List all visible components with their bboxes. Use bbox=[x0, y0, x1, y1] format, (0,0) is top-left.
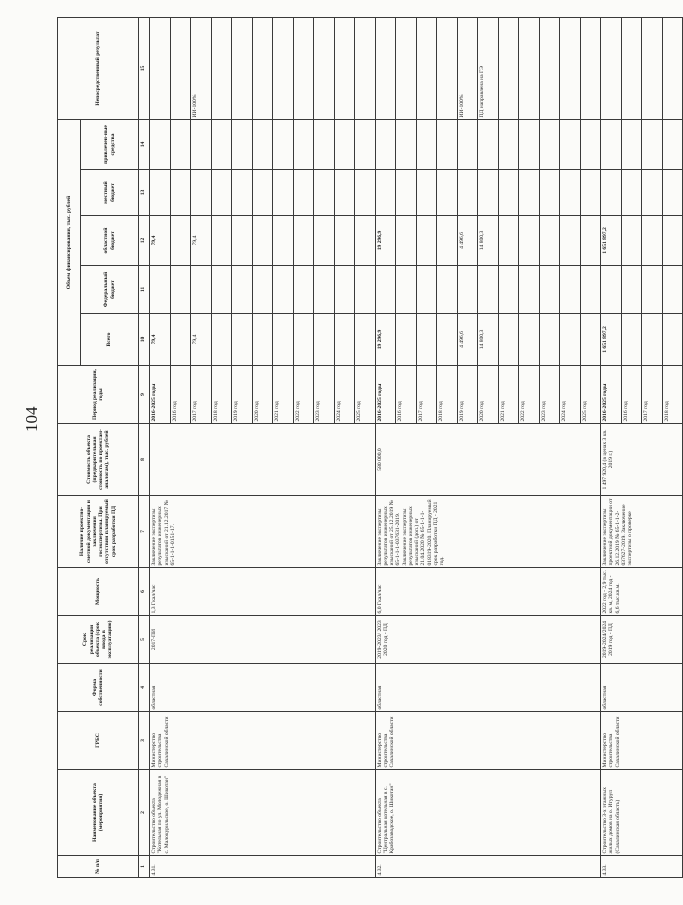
result-cell bbox=[601, 17, 622, 119]
federal-cell bbox=[273, 266, 294, 314]
federal-cell bbox=[314, 266, 335, 314]
local-cell bbox=[539, 170, 560, 216]
object-docs: Заключение экспертизы проектной документации от 26.12.2019 № 65-1-1-2-037627-2019. Заключение экспертизы о проверке bbox=[601, 496, 683, 568]
result-cell bbox=[150, 17, 171, 119]
local-cell bbox=[457, 170, 478, 216]
private-cell bbox=[416, 119, 437, 169]
private-cell bbox=[560, 119, 581, 169]
result-cell bbox=[232, 17, 253, 119]
table-row bbox=[601, 17, 622, 877]
federal-cell bbox=[437, 266, 458, 314]
local-cell bbox=[601, 170, 622, 216]
period-cell: 2023 год bbox=[314, 366, 335, 424]
regional-cell: 1 651 897,2 bbox=[601, 216, 622, 266]
header-term: Срок реализации объекта (срок ввода в эксплуатацию) bbox=[58, 616, 139, 664]
object-term: 2019-2024/2024 2019 год - ПД bbox=[601, 616, 683, 664]
regional-cell bbox=[416, 216, 437, 266]
object-cost: 580 000,0 bbox=[375, 424, 601, 496]
header-result: Непосредственный результат bbox=[58, 17, 139, 119]
header-cost: Стоимость объекта (предварительная стоимость по проектам-аналогам), тыс. рублей bbox=[58, 424, 139, 496]
local-cell bbox=[498, 170, 519, 216]
regional-cell bbox=[293, 216, 314, 266]
object-term: 2017-ПИ bbox=[150, 616, 376, 664]
private-cell bbox=[601, 119, 622, 169]
local-cell bbox=[314, 170, 335, 216]
object-grbs: Министерство строительства Сахалинской области bbox=[375, 712, 601, 770]
private-cell bbox=[232, 119, 253, 169]
column-number-row bbox=[139, 17, 150, 877]
object-term: 2019-2023/ 2023 2020 год - ПД bbox=[375, 616, 601, 664]
federal-cell bbox=[662, 266, 683, 314]
regional-cell bbox=[498, 216, 519, 266]
table-body bbox=[150, 17, 683, 877]
object-grbs: Министерство строительства Сахалинской области bbox=[150, 712, 376, 770]
result-cell bbox=[662, 17, 683, 119]
total-cell bbox=[662, 314, 683, 366]
header-period: Период реализации, годы bbox=[58, 366, 139, 424]
total-cell bbox=[273, 314, 294, 366]
total-cell bbox=[539, 314, 560, 366]
result-cell: ИИ-100% bbox=[191, 17, 212, 119]
period-cell: 2017 год bbox=[416, 366, 437, 424]
result-cell bbox=[396, 17, 417, 119]
header-federal: Федеральный бюджет bbox=[81, 266, 139, 314]
regional-cell bbox=[519, 216, 540, 266]
private-cell bbox=[437, 119, 458, 169]
federal-cell bbox=[170, 266, 191, 314]
header-funding: Объем финансирования, тыс. рублей bbox=[58, 119, 81, 365]
federal-cell bbox=[416, 266, 437, 314]
period-cell: 2024 год bbox=[560, 366, 581, 424]
federal-cell bbox=[519, 266, 540, 314]
header-grbs: ГРБС bbox=[58, 712, 139, 770]
result-cell bbox=[437, 17, 458, 119]
local-cell bbox=[293, 170, 314, 216]
column-number: 13 bbox=[139, 170, 150, 216]
result-cell bbox=[560, 17, 581, 119]
result-cell bbox=[539, 17, 560, 119]
total-cell bbox=[170, 314, 191, 366]
object-ownership: областная bbox=[150, 664, 376, 712]
column-number: 10 bbox=[139, 314, 150, 366]
object-cost bbox=[150, 424, 376, 496]
federal-cell bbox=[580, 266, 601, 314]
federal-cell bbox=[498, 266, 519, 314]
federal-cell bbox=[560, 266, 581, 314]
total-cell: 14 800,3 bbox=[478, 314, 499, 366]
period-cell: 2017 год bbox=[642, 366, 663, 424]
federal-cell bbox=[396, 266, 417, 314]
private-cell bbox=[498, 119, 519, 169]
local-cell bbox=[560, 170, 581, 216]
private-cell bbox=[478, 119, 499, 169]
period-cell: 2025 год bbox=[580, 366, 601, 424]
period-cell: 2021 год bbox=[273, 366, 294, 424]
period-cell: 2019 год bbox=[457, 366, 478, 424]
period-cell: 2020 год bbox=[252, 366, 273, 424]
private-cell bbox=[375, 119, 396, 169]
local-cell bbox=[273, 170, 294, 216]
local-cell bbox=[437, 170, 458, 216]
regional-cell bbox=[314, 216, 335, 266]
column-number: 8 bbox=[139, 424, 150, 496]
regional-cell bbox=[539, 216, 560, 266]
table-row bbox=[150, 17, 171, 877]
object-docs: Заключение экспертизы результатов инженерных изысканий от 21.12.2017 № 65-1-1-1-0151-17. bbox=[150, 496, 376, 568]
header-regional: областной бюджет bbox=[81, 216, 139, 266]
column-number: 12 bbox=[139, 216, 150, 266]
period-cell: 2016 год bbox=[396, 366, 417, 424]
header-docs: Наличие проектно-сметной документации и заключения госэкспертизы. При отсутствии планируемый срок разработки ПД bbox=[58, 496, 139, 568]
result-cell bbox=[642, 17, 663, 119]
regional-cell bbox=[437, 216, 458, 266]
result-cell bbox=[170, 17, 191, 119]
rotated-table-container bbox=[57, 18, 670, 878]
period-cell: 2016 год bbox=[170, 366, 191, 424]
local-cell bbox=[396, 170, 417, 216]
local-cell bbox=[580, 170, 601, 216]
total-cell bbox=[396, 314, 417, 366]
column-number: 7 bbox=[139, 496, 150, 568]
regional-cell bbox=[580, 216, 601, 266]
object-capacity: 1,3 Гкал/час bbox=[150, 568, 376, 616]
regional-cell: 4 496,6 bbox=[457, 216, 478, 266]
table-header bbox=[58, 17, 150, 877]
private-cell bbox=[191, 119, 212, 169]
local-cell bbox=[232, 170, 253, 216]
result-cell bbox=[314, 17, 335, 119]
private-cell bbox=[396, 119, 417, 169]
column-number: 9 bbox=[139, 366, 150, 424]
result-cell: ПД направлена на ГЭ bbox=[478, 17, 499, 119]
private-cell bbox=[252, 119, 273, 169]
header-local: местный бюджет bbox=[81, 170, 139, 216]
investment-objects-table bbox=[57, 17, 683, 878]
result-cell bbox=[375, 17, 396, 119]
period-cell: 2018 год bbox=[211, 366, 232, 424]
federal-cell bbox=[150, 266, 171, 314]
total-cell bbox=[642, 314, 663, 366]
total-cell bbox=[580, 314, 601, 366]
federal-cell bbox=[601, 266, 622, 314]
local-cell bbox=[416, 170, 437, 216]
regional-cell bbox=[252, 216, 273, 266]
regional-cell bbox=[662, 216, 683, 266]
federal-cell bbox=[375, 266, 396, 314]
private-cell bbox=[519, 119, 540, 169]
header-capacity: Мощность bbox=[58, 568, 139, 616]
regional-cell bbox=[170, 216, 191, 266]
column-number: 2 bbox=[139, 770, 150, 856]
result-cell bbox=[498, 17, 519, 119]
local-cell bbox=[170, 170, 191, 216]
column-number: 3 bbox=[139, 712, 150, 770]
total-cell bbox=[621, 314, 642, 366]
federal-cell bbox=[293, 266, 314, 314]
private-cell bbox=[580, 119, 601, 169]
object-ownership: областная bbox=[601, 664, 683, 712]
regional-cell bbox=[334, 216, 355, 266]
result-cell bbox=[211, 17, 232, 119]
local-cell bbox=[334, 170, 355, 216]
federal-cell bbox=[621, 266, 642, 314]
result-cell: ИИ-100% bbox=[457, 17, 478, 119]
header-total: Всего bbox=[81, 314, 139, 366]
private-cell bbox=[621, 119, 642, 169]
total-cell bbox=[252, 314, 273, 366]
header-name: Наименование объекта (мероприятия) bbox=[58, 770, 139, 856]
regional-cell bbox=[273, 216, 294, 266]
object-ownership: областная bbox=[375, 664, 601, 712]
local-cell bbox=[375, 170, 396, 216]
result-cell bbox=[293, 17, 314, 119]
period-cell: 2016-2025 годы bbox=[375, 366, 396, 424]
period-cell: 2016-2025 годы bbox=[150, 366, 171, 424]
private-cell bbox=[314, 119, 335, 169]
regional-cell: 79,4 bbox=[150, 216, 171, 266]
result-cell bbox=[416, 17, 437, 119]
private-cell bbox=[273, 119, 294, 169]
header-ownership: Форма собственности bbox=[58, 664, 139, 712]
regional-cell: 14 800,3 bbox=[478, 216, 499, 266]
object-cost: 1 497 920,4 (в ценах 3 кв. 2019 г.) bbox=[601, 424, 683, 496]
result-cell bbox=[580, 17, 601, 119]
table-row bbox=[375, 17, 396, 877]
column-number: 11 bbox=[139, 266, 150, 314]
regional-cell: 19 296,9 bbox=[375, 216, 396, 266]
object-grbs: Министерство строительства Сахалинской области bbox=[601, 712, 683, 770]
local-cell bbox=[621, 170, 642, 216]
result-cell bbox=[334, 17, 355, 119]
federal-cell bbox=[252, 266, 273, 314]
private-cell bbox=[539, 119, 560, 169]
page-number: 104 bbox=[22, 406, 41, 432]
regional-cell: 79,4 bbox=[191, 216, 212, 266]
federal-cell bbox=[539, 266, 560, 314]
total-cell bbox=[437, 314, 458, 366]
column-number: 15 bbox=[139, 17, 150, 119]
total-cell bbox=[560, 314, 581, 366]
period-cell: 2022 год bbox=[519, 366, 540, 424]
total-cell bbox=[498, 314, 519, 366]
period-cell: 2024 год bbox=[334, 366, 355, 424]
private-cell bbox=[211, 119, 232, 169]
period-cell: 2022 год bbox=[293, 366, 314, 424]
regional-cell bbox=[232, 216, 253, 266]
regional-cell bbox=[211, 216, 232, 266]
regional-cell bbox=[560, 216, 581, 266]
header-private: привлечен-ные средства bbox=[81, 119, 139, 169]
header-num: № п/п bbox=[58, 856, 139, 878]
local-cell bbox=[191, 170, 212, 216]
regional-cell bbox=[642, 216, 663, 266]
federal-cell bbox=[642, 266, 663, 314]
total-cell: 1 651 897,2 bbox=[601, 314, 622, 366]
result-cell bbox=[621, 17, 642, 119]
regional-cell bbox=[396, 216, 417, 266]
column-number: 1 bbox=[139, 856, 150, 878]
period-cell: 2020 год bbox=[478, 366, 499, 424]
private-cell bbox=[662, 119, 683, 169]
total-cell bbox=[416, 314, 437, 366]
total-cell bbox=[293, 314, 314, 366]
total-cell bbox=[334, 314, 355, 366]
result-cell bbox=[273, 17, 294, 119]
result-cell bbox=[252, 17, 273, 119]
regional-cell bbox=[621, 216, 642, 266]
result-cell bbox=[519, 17, 540, 119]
local-cell bbox=[519, 170, 540, 216]
federal-cell bbox=[232, 266, 253, 314]
period-cell: 2018 год bbox=[437, 366, 458, 424]
private-cell bbox=[334, 119, 355, 169]
private-cell bbox=[355, 119, 376, 169]
total-cell bbox=[211, 314, 232, 366]
total-cell: 79,4 bbox=[150, 314, 171, 366]
total-cell bbox=[519, 314, 540, 366]
period-cell: 2021 год bbox=[498, 366, 519, 424]
period-cell: 2025 год bbox=[355, 366, 376, 424]
local-cell bbox=[355, 170, 376, 216]
private-cell bbox=[150, 119, 171, 169]
total-cell: 79,4 bbox=[191, 314, 212, 366]
federal-cell bbox=[457, 266, 478, 314]
total-cell bbox=[314, 314, 335, 366]
period-cell: 2023 год bbox=[539, 366, 560, 424]
object-name: Строительство объекта "Центральная котельная в с. Крабозаводское, о. Шикотан" bbox=[375, 770, 601, 856]
federal-cell bbox=[355, 266, 376, 314]
federal-cell bbox=[191, 266, 212, 314]
period-cell: 2016 год bbox=[621, 366, 642, 424]
total-cell: 4 496,6 bbox=[457, 314, 478, 366]
object-number: 4.31. bbox=[150, 856, 376, 878]
federal-cell bbox=[211, 266, 232, 314]
local-cell bbox=[211, 170, 232, 216]
object-name: Строительство объекта "Котельная по ул. Молодежная в с. Малокурильское, о. Шикотан" bbox=[150, 770, 376, 856]
object-docs: Заключение экспертизы результатов инженерных изысканий от 25.12.2019 № 65-1-1-1-037631-2019. Заключение экспертизы результатов инженерных изысканий (доп.) от 21.04.2020 № 65-1-1-1-018319-2020. Планируемый срок разработки ПД - 2021 год. bbox=[375, 496, 601, 568]
period-cell: 2017 год bbox=[191, 366, 212, 424]
period-cell: 2018 год bbox=[662, 366, 683, 424]
total-cell bbox=[232, 314, 253, 366]
period-cell: 2016-2025 годы bbox=[601, 366, 622, 424]
object-capacity: 2022 год - 2,9 тыс. кв. м, 2024 год - 6,6 тыс.кв.м. bbox=[601, 568, 683, 616]
local-cell bbox=[478, 170, 499, 216]
federal-cell bbox=[334, 266, 355, 314]
period-cell: 2019 год bbox=[232, 366, 253, 424]
federal-cell bbox=[478, 266, 499, 314]
object-name: Строительство 3-х этажных жилых домов на о. Итуруп (Сахалинская область) bbox=[601, 770, 683, 856]
column-number: 14 bbox=[139, 119, 150, 169]
object-number: 4.33. bbox=[601, 856, 683, 878]
object-number: 4.32. bbox=[375, 856, 601, 878]
object-capacity: 6,0 Гкал/час bbox=[375, 568, 601, 616]
local-cell bbox=[642, 170, 663, 216]
local-cell bbox=[252, 170, 273, 216]
column-number: 6 bbox=[139, 568, 150, 616]
local-cell bbox=[662, 170, 683, 216]
local-cell bbox=[150, 170, 171, 216]
result-cell bbox=[355, 17, 376, 119]
column-number: 4 bbox=[139, 664, 150, 712]
private-cell bbox=[457, 119, 478, 169]
private-cell bbox=[170, 119, 191, 169]
total-cell bbox=[355, 314, 376, 366]
column-number: 5 bbox=[139, 616, 150, 664]
regional-cell bbox=[355, 216, 376, 266]
private-cell bbox=[293, 119, 314, 169]
private-cell bbox=[642, 119, 663, 169]
total-cell: 19 296,9 bbox=[375, 314, 396, 366]
